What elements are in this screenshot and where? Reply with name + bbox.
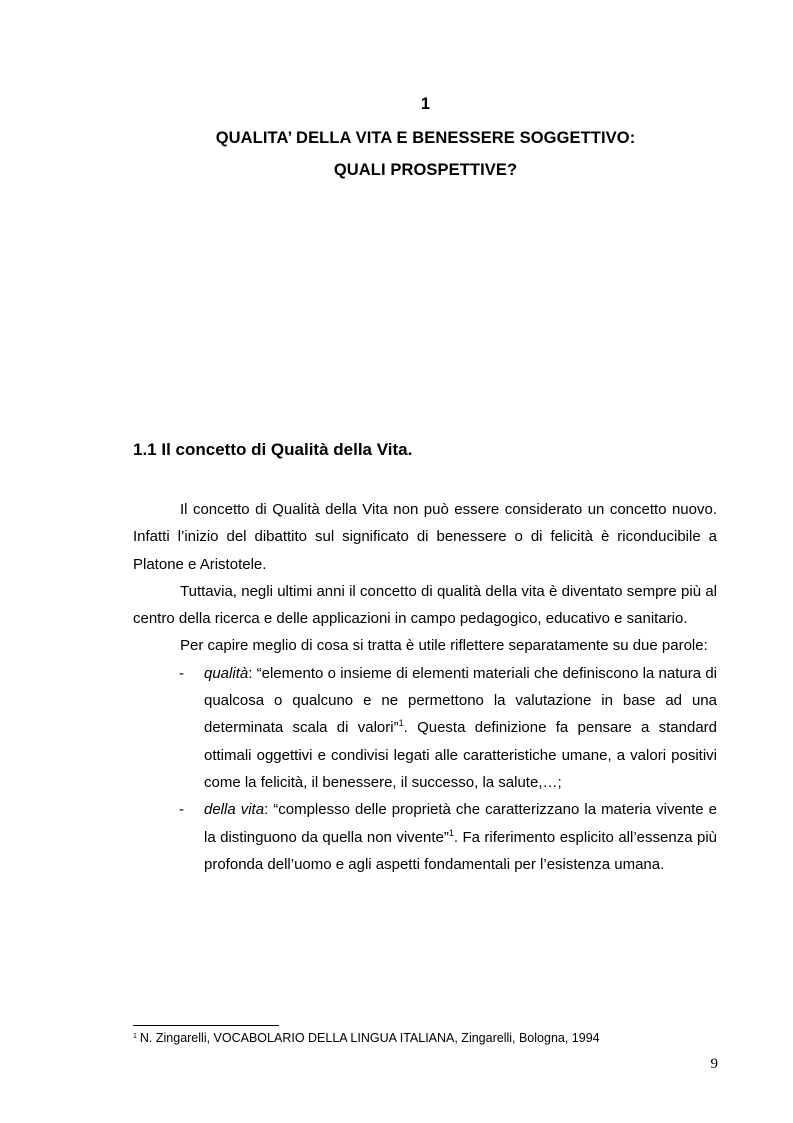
definition-comment: . Questa definizione fa pensare a standard ottimali oggettivi e condivisi legati alle caratteristiche umane, a valori positivi come la felicità, il benessere, il successo, la salute,…; bbox=[204, 719, 718, 791]
footnote-divider bbox=[133, 1025, 279, 1026]
list-item bbox=[133, 660, 717, 796]
paragraph: Il concetto di Qualità della Vita non può essere considerato un concetto nuovo. Infatti l’inizio del dibattito sul significato di benessere o di felicità è riconducibile a Platone e Aristotele. bbox=[133, 501, 717, 573]
footnote-reference: 1 bbox=[448, 827, 454, 838]
section-heading: 1.1 Il concetto di Qualità della Vita. bbox=[133, 440, 413, 459]
page-number: 9 bbox=[710, 1056, 718, 1072]
footnote-mark: 1 bbox=[133, 1033, 137, 1040]
body-text bbox=[133, 496, 717, 878]
definition-list bbox=[133, 660, 717, 878]
paragraph: Tuttavia, negli ultimi anni il concetto di qualità della vita è diventato sempre più al centro della ricerca e delle applicazioni in campo pedagogico, educativo e sanitario. bbox=[133, 582, 717, 628]
chapter-title-line-2: QUALI PROSPETTIVE? bbox=[333, 161, 518, 179]
footnote-reference: 1 bbox=[398, 718, 404, 729]
definition-quote: : “elemento o insieme di elementi materiali che definiscono la natura di qualcosa o qualcuno e ne permettono la valutazione in base ad una determinata scala di valori” bbox=[204, 664, 717, 737]
definition-comment: . Fa riferimento esplicito all’essenza più profonda dell’uomo e agli aspetti fondamentali per l’esistenza umana. bbox=[204, 828, 717, 873]
chapter-number: 1 bbox=[420, 95, 431, 113]
footnote bbox=[133, 1031, 600, 1045]
chapter-title-line-1: QUALITA’ DELLA VITA E BENESSERE SOGGETTIVO: bbox=[215, 129, 636, 147]
paragraph: Per capire meglio di cosa si tratta è utile riflettere separatamente su due parole: bbox=[180, 637, 708, 655]
footnote-text: N. Zingarelli, VOCABOLARIO DELLA LINGUA ITALIANA, Zingarelli, Bologna, 1994 bbox=[139, 1031, 600, 1045]
bullet-dash: - bbox=[179, 664, 184, 682]
definition-term: qualità bbox=[204, 664, 249, 682]
definition-quote: : “complesso delle proprietà che caratterizzano la materia vivente e la distinguono da quella non vivente” bbox=[204, 801, 718, 846]
list-item bbox=[133, 796, 717, 878]
bullet-dash: - bbox=[179, 801, 184, 819]
definition-term: della vita bbox=[204, 801, 265, 819]
